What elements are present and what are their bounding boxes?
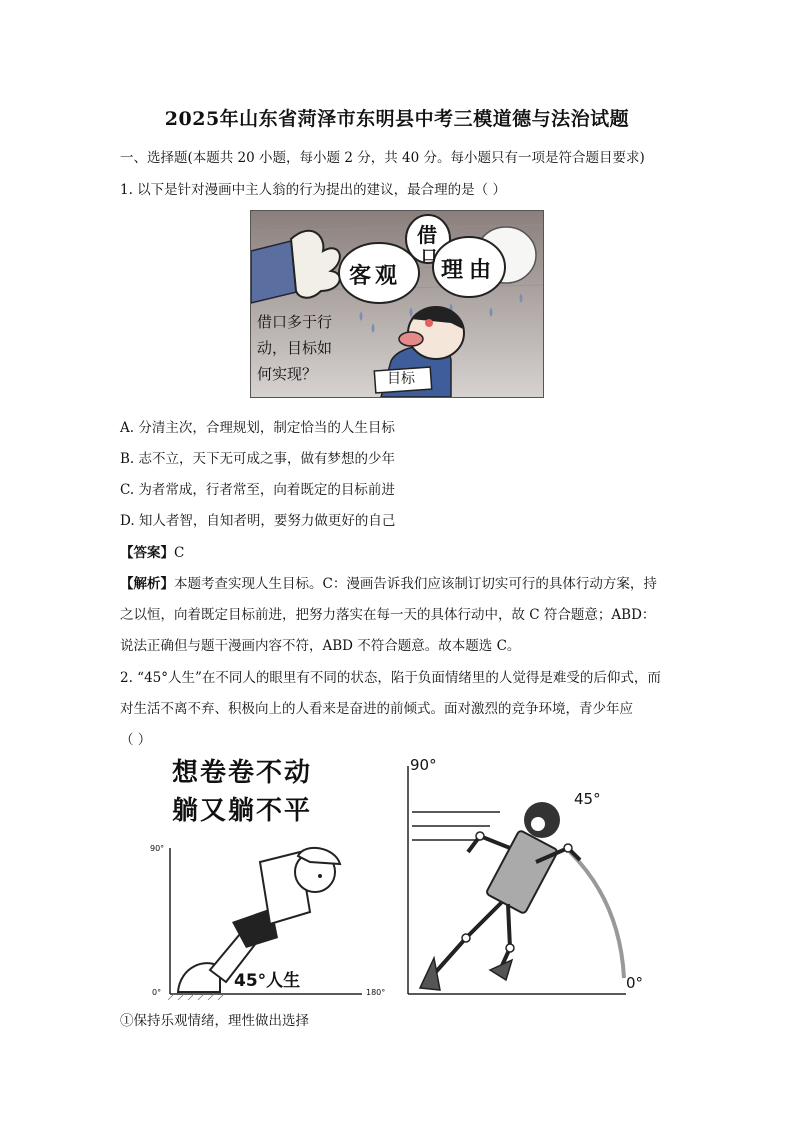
question-1-analysis-line-1 (120, 572, 657, 592)
question-1-analysis-line-3: 说法正确但与题干漫画内容不符，ABD 不符合题意。故本题选 C。 (120, 638, 521, 654)
left-panel-caption: 45°人生 (234, 971, 301, 991)
bubble-text-jie: 借 (417, 223, 437, 247)
bubble-text-keguan: 客观 (349, 264, 402, 289)
question-1-option-d: D. 知人者智，自知者明，要努力做更好的自己 (120, 513, 396, 529)
page-title: 2025年山东省菏泽市东明县中考三模道德与法治试题 (164, 108, 630, 130)
cartoon-paper-label: 目标 (387, 371, 415, 387)
right-panel-axis-top: 90° (410, 756, 437, 774)
left-panel-axis-origin: 0° (152, 988, 162, 997)
left-panel-axis-right: 180° (366, 988, 386, 997)
question-1-option-b: B. 志不立，天下无可成之事，做有梦想的少年 (120, 451, 396, 467)
question-1-cartoon (250, 210, 544, 398)
cartoon-caption-line-2: 动，目标如 (257, 339, 333, 357)
cartoon-caption-line-1: 借口多于行 (257, 313, 333, 331)
question-1-answer (120, 541, 184, 561)
left-panel-axis-top: 90° (150, 844, 165, 853)
question-1-stem: 1. 以下是针对漫画中主人翁的行为提出的建议，最合理的是（ ） (120, 182, 506, 198)
question-1-option-c: C. 为者常成，行者常至，向着既定的目标前进 (120, 482, 395, 498)
question-2-stem-line-3: （ ） (120, 732, 152, 748)
answer-label: 【答案】 (120, 545, 174, 561)
question-1-analysis-line-2: 之以恒，向着既定目标前进，把努力落实在每一天的具体行动中，故 C 符合题意；ABD： (120, 607, 656, 623)
left-panel-headline-1: 想卷卷不动 (172, 758, 313, 788)
cartoon-caption-line-3: 何实现？ (257, 365, 318, 383)
left-panel-headline-2: 躺又躺不平 (172, 796, 313, 826)
answer-value: C (174, 545, 185, 561)
right-panel-angle-label: 45° (574, 790, 601, 808)
question-1-option-a: A. 分清主次，合理规划，制定恰当的人生目标 (120, 420, 395, 436)
question-2-stem-line-1: 2. “45°人生”在不同人的眼里有不同的状态，陷于负面情绪里的人觉得是难受的后仰式，而 (120, 670, 661, 686)
right-panel-axis-bottom: 0° (626, 974, 644, 992)
question-2-figure (150, 752, 660, 1002)
question-2-option-1: ①保持乐观情绪，理性做出选择 (120, 1013, 309, 1029)
analysis-text-1: 本题考查实现人生目标。C：漫画告诉我们应该制订切实可行的具体行动方案，持 (174, 576, 657, 592)
question-2-stem-line-2: 对生活不离不弃、积极向上的人看来是奋进的前倾式。面对激烈的竞争环境，青少年应 (120, 701, 633, 717)
section-header: 一、选择题(本题共 20 小题，每小题 2 分，共 40 分。每小题只有一项是符合题目要求) (120, 150, 645, 166)
bubble-text-kou: 口 (421, 246, 438, 265)
analysis-label: 【解析】 (120, 576, 174, 592)
bubble-text-liyou: 理由 (441, 258, 498, 283)
